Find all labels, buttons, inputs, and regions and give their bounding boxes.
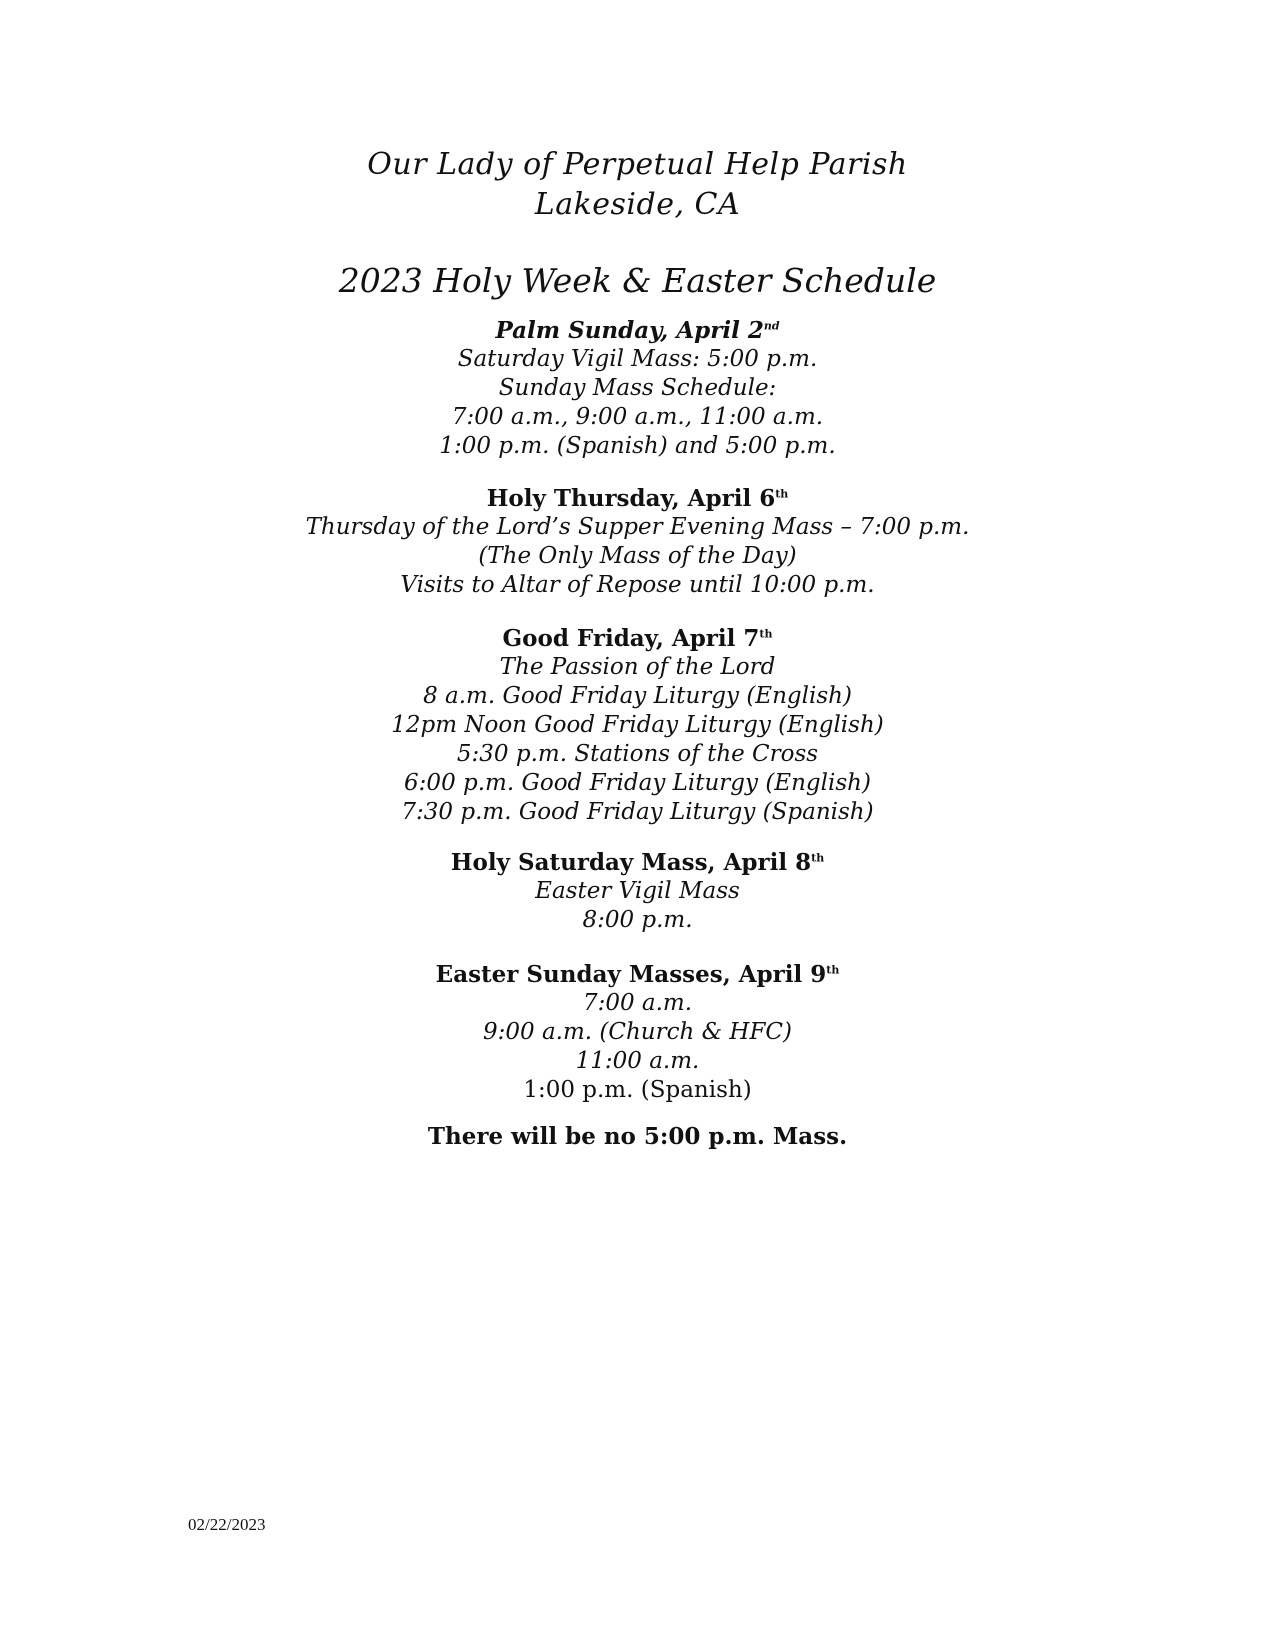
holy-thursday-heading-suffix: th [775,487,789,501]
easter-sunday-heading [0,960,1275,989]
holy-saturday-heading-suffix: th [811,851,825,865]
good-friday-line: 6:00 p.m. Good Friday Liturgy (English) [404,770,871,796]
parish-header [0,145,1275,225]
schedule-title: 2023 Holy Week & Easter Schedule [338,261,937,300]
easter-sunday-line: 9:00 a.m. (Church & HFC) [483,1019,792,1045]
section-holy-saturday [0,848,1275,935]
easter-sunday-heading-text: Easter Sunday Masses, April 9 [435,961,827,988]
footer-date: 02/22/2023 [188,1515,266,1534]
good-friday-line: The Passion of the Lord [499,654,776,680]
good-friday-line: 8 a.m. Good Friday Liturgy (English) [423,683,852,709]
easter-sunday-line: 1:00 p.m. (Spanish) [523,1077,752,1103]
section-holy-thursday [0,484,1275,600]
holy-saturday-heading [0,848,1275,877]
parish-location: Lakeside, CA [534,187,741,222]
palm-sunday-line: Saturday Vigil Mass: 5:00 p.m. [457,346,818,372]
holy-saturday-line: Easter Vigil Mass [535,878,740,904]
palm-sunday-line: Sunday Mass Schedule: [498,375,777,401]
good-friday-heading-suffix: th [759,627,773,641]
palm-sunday-heading-text: Palm Sunday, April 2 [495,317,764,344]
good-friday-line: 12pm Noon Good Friday Liturgy (English) [391,712,884,738]
holy-thursday-line: Thursday of the Lord’s Supper Evening Mass – 7:00 p.m. [305,514,970,540]
section-easter-sunday [0,960,1275,1105]
good-friday-heading [0,624,1275,653]
good-friday-heading-text: Good Friday, April 7 [502,625,760,652]
palm-sunday-line: 7:00 a.m., 9:00 a.m., 11:00 a.m. [451,404,824,430]
section-good-friday [0,624,1275,827]
holy-thursday-heading [0,484,1275,513]
good-friday-line: 7:30 p.m. Good Friday Liturgy (Spanish) [401,799,874,825]
easter-sunday-line: 7:00 a.m. [582,990,693,1016]
holy-saturday-heading-text: Holy Saturday Mass, April 8 [450,849,812,876]
palm-sunday-heading-suffix: nd [763,319,780,333]
good-friday-line: 5:30 p.m. Stations of the Cross [456,741,819,767]
holy-thursday-heading-text: Holy Thursday, April 6 [486,485,776,512]
palm-sunday-line: 1:00 p.m. (Spanish) and 5:00 p.m. [439,433,836,459]
palm-sunday-heading [0,316,1275,345]
holy-saturday-line: 8:00 p.m. [582,907,693,933]
parish-name: Our Lady of Perpetual Help Parish [367,147,908,182]
section-palm-sunday [0,316,1275,461]
easter-sunday-heading-suffix: th [826,963,840,977]
closing-note: There will be no 5:00 p.m. Mass. [427,1123,848,1150]
holy-thursday-line: (The Only Mass of the Day) [478,543,797,569]
holy-thursday-line: Visits to Altar of Repose until 10:00 p.m. [400,572,875,598]
easter-sunday-line: 11:00 a.m. [575,1048,700,1074]
